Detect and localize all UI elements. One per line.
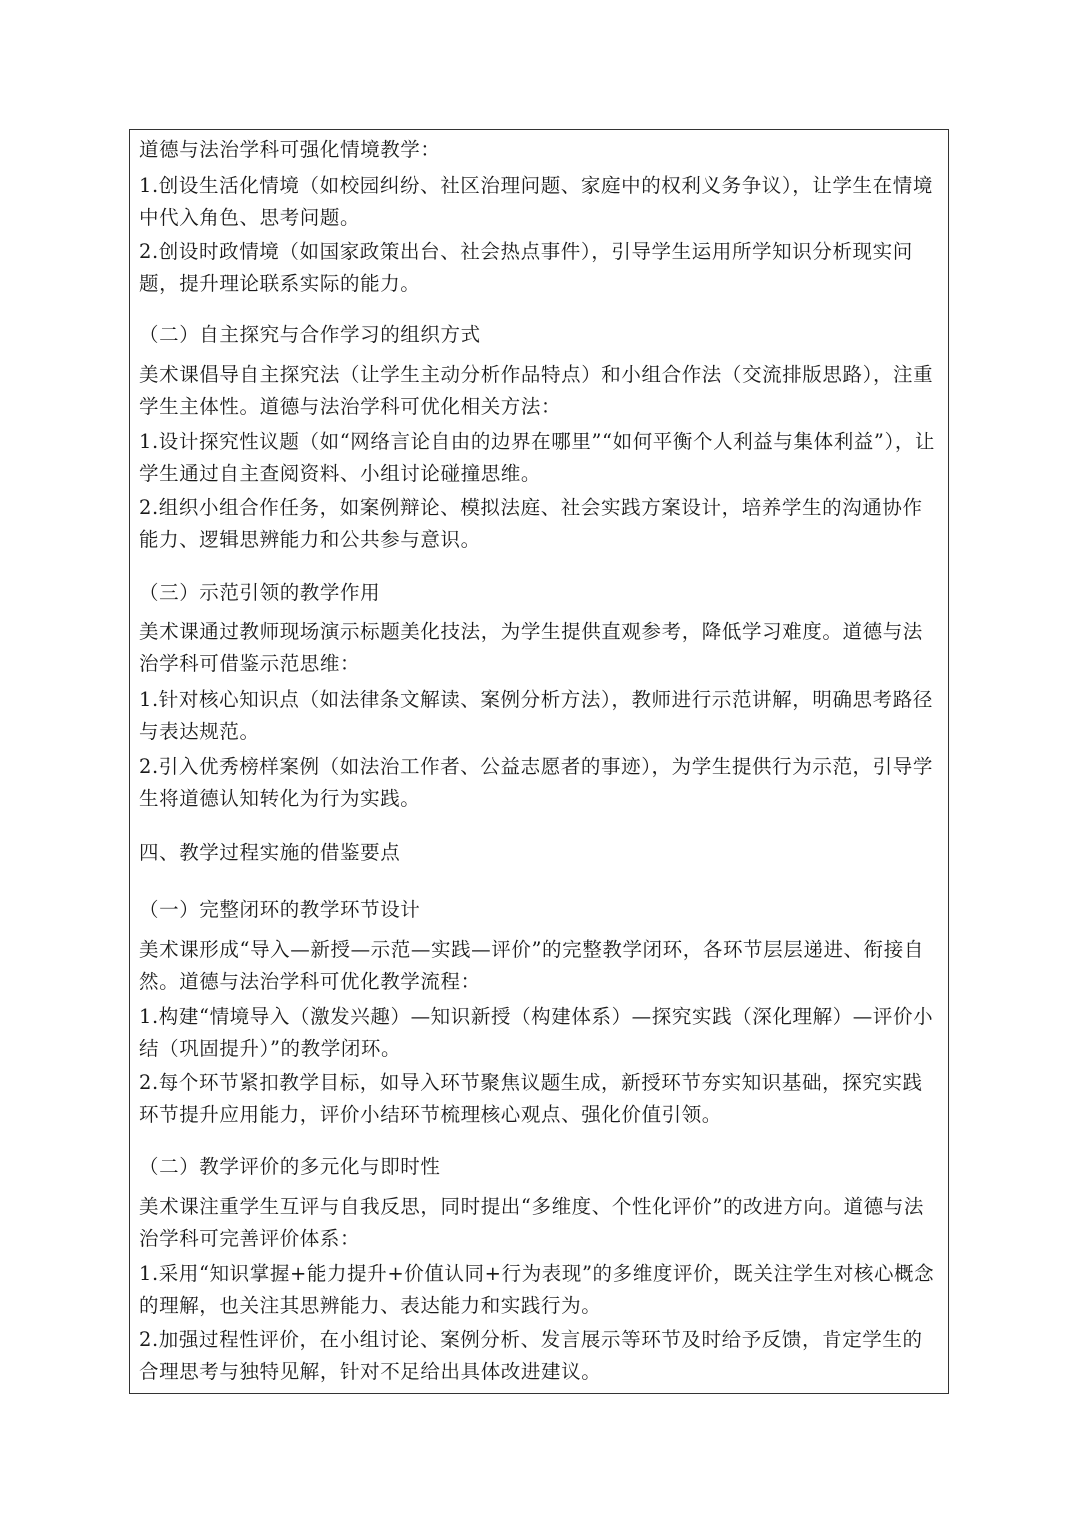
- list-item: 2.引入优秀榜样案例（如法治工作者、公益志愿者的事迹），为学生提供行为示范，引导学生将道德认知转化为行为实践。: [139, 755, 933, 810]
- paragraph: 美术课倡导自主探究法（让学生主动分析作品特点）和小组合作法（交流排版思路），注重学生主体性。道德与法治学科可优化相关方法：: [139, 363, 934, 418]
- list-item: 2.组织小组合作任务，如案例辩论、模拟法庭、社会实践方案设计，培养学生的沟通协作能力、逻辑思辨能力和公共参与意识。: [139, 496, 923, 551]
- chapter-heading: 四、教学过程实施的借鉴要点: [139, 841, 401, 864]
- paragraph: 美术课形成“导入—新授—示范—实践—评价”的完整教学闭环，各环节层层递进、衔接自然。道德与法治学科可优化教学流程：: [139, 938, 924, 993]
- paragraph: 美术课通过教师现场演示标题美化技法，为学生提供直观参考，降低学习难度。道德与法治学科可借鉴示范思维：: [139, 620, 923, 675]
- list-item: 2.加强过程性评价，在小组讨论、案例分析、发言展示等环节及时给予反馈，肯定学生的合理思考与独特见解，针对不足给出具体改进建议。: [139, 1328, 923, 1383]
- section-heading: （一）完整闭环的教学环节设计: [139, 898, 421, 921]
- list-item: 1.构建“情境导入（激发兴趣）—知识新授（构建体系）—探究实践（深化理解）—评价小结（巩固提升）”的教学闭环。: [139, 1005, 934, 1060]
- section-heading: （二）教学评价的多元化与即时性: [139, 1155, 441, 1178]
- section-heading: （三）示范引领的教学作用: [139, 581, 381, 604]
- list-item: 1.创设生活化情境（如校园纠纷、社区治理问题、家庭中的权利义务争议），让学生在情境中代入角色、思考问题。: [139, 174, 933, 229]
- list-item: 1.针对核心知识点（如法律条文解读、案例分析方法），教师进行示范讲解，明确思考路径与表达规范。: [139, 688, 933, 743]
- list-item: 1.设计探究性议题（如“网络言论自由的边界在哪里”“如何平衡个人利益与集体利益”），让学生通过自主查阅资料、小组讨论碰撞思维。: [139, 430, 936, 485]
- paragraph-intro: 道德与法治学科可强化情境教学：: [139, 138, 441, 161]
- section-heading: （二）自主探究与合作学习的组织方式: [139, 323, 481, 346]
- paragraph: 美术课注重学生互评与自我反思，同时提出“多维度、个性化评价”的改进方向。道德与法治学科可完善评价体系：: [139, 1195, 924, 1250]
- list-item: 2.每个环节紧扣教学目标，如导入环节聚焦议题生成，新授环节夯实知识基础，探究实践环节提升应用能力，评价小结环节梳理核心观点、强化价值引领。: [139, 1071, 923, 1126]
- list-item: 2.创设时政情境（如国家政策出台、社会热点事件），引导学生运用所学知识分析现实问题，提升理论联系实际的能力。: [139, 240, 913, 295]
- list-item: 1.采用“知识掌握+能力提升+价值认同+行为表现”的多维度评价，既关注学生对核心概念的理解，也关注其思辨能力、表达能力和实践行为。: [139, 1262, 935, 1317]
